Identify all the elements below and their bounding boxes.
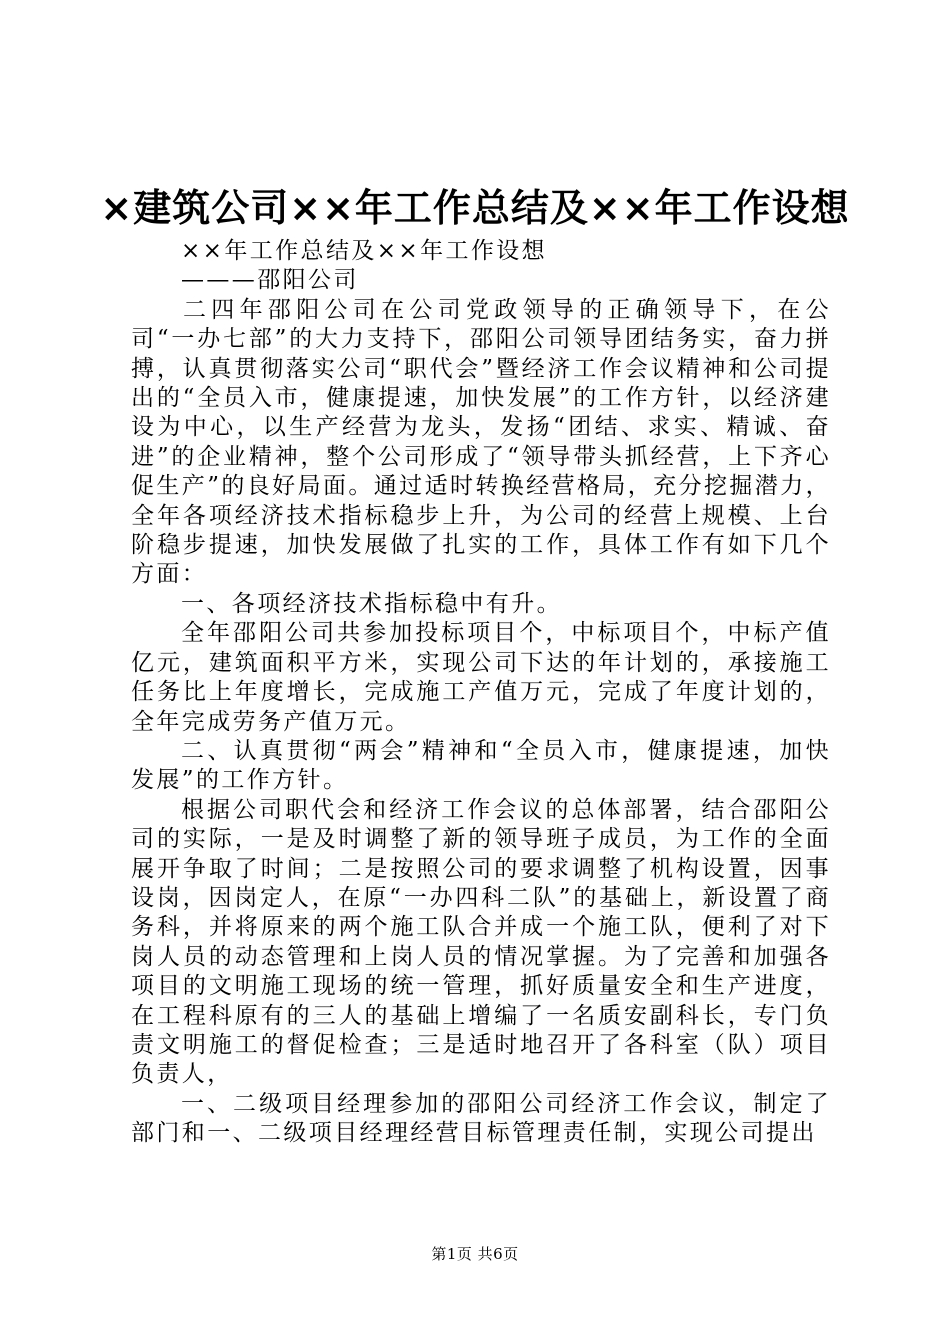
author-line: ———邵阳公司 — [181, 267, 359, 294]
document-body — [131, 237, 831, 1149]
body-paragraph: 二四年邵阳公司在公司党政领导的正确领导下，在公司“一办七部”的大力支持下，邵阳公司领导团结务实，奋力拼搏，认真贯彻落实公司“职代会”暨经济工作会议精神和公司提出的“全员入市，健康提速，加快发展”的工作方针，以经济建设为中心，以生产经营为龙头，发扬“团结、求实、精诚、奋进”的企业精神，整个公司形成了“领导带头抓经营，上下齐心促生产”的良好局面。通过适时转换经营格局，充分挖掘潜力，全年各项经济技术指标稳步上升，为公司的经营上规模、上台阶稳步提速，加快发展做了扎实的工作，具体工作有如下几个方面： — [131, 296, 831, 588]
section-heading: 二、认真贯彻“两会”精神和“全员入市，健康提速，加快发展”的工作方针。 — [131, 737, 831, 794]
page-number-footer: 第1页 共6页 — [431, 1245, 519, 1263]
section-heading: 一、各项经济技术指标稳中有升。 — [181, 590, 562, 617]
body-paragraph: 一、二级项目经理参加的邵阳公司经济工作会议，制定了部门和一、二级项目经理经营目标管理责任制，实现公司提出 — [131, 1090, 831, 1147]
body-paragraph: 根据公司职代会和经济工作会议的总体部署，结合邵阳公司的实际，一是及时调整了新的领导班子成员，为工作的全面展开争取了时间；二是按照公司的要求调整了机构设置，因事设岗，因岗定人，在原“一办四科二队”的基础上，新设置了商务科，并将原来的两个施工队合并成一个施工队，便利了对下岗人员的动态管理和上岗人员的情况掌握。为了完善和加强各项目的文明施工现场的统一管理，抓好质量安全和生产进度，在工程科原有的三人的基础上增编了一名质安副科长，专门负责文明施工的督促检查；三是适时地召开了各科室（队）项目负责人， — [131, 796, 831, 1088]
subtitle-paragraph: ××年工作总结及××年工作设想 — [181, 238, 548, 264]
document-title: ×建筑公司××年工作总结及××年工作设想 — [100, 186, 850, 230]
body-paragraph: 全年邵阳公司共参加投标项目个，中标项目个，中标产值亿元，建筑面积平方米，实现公司下达的年计划的，承接施工任务比上年度增长，完成施工产值万元，完成了年度计划的，全年完成劳务产值万元。 — [131, 620, 831, 735]
